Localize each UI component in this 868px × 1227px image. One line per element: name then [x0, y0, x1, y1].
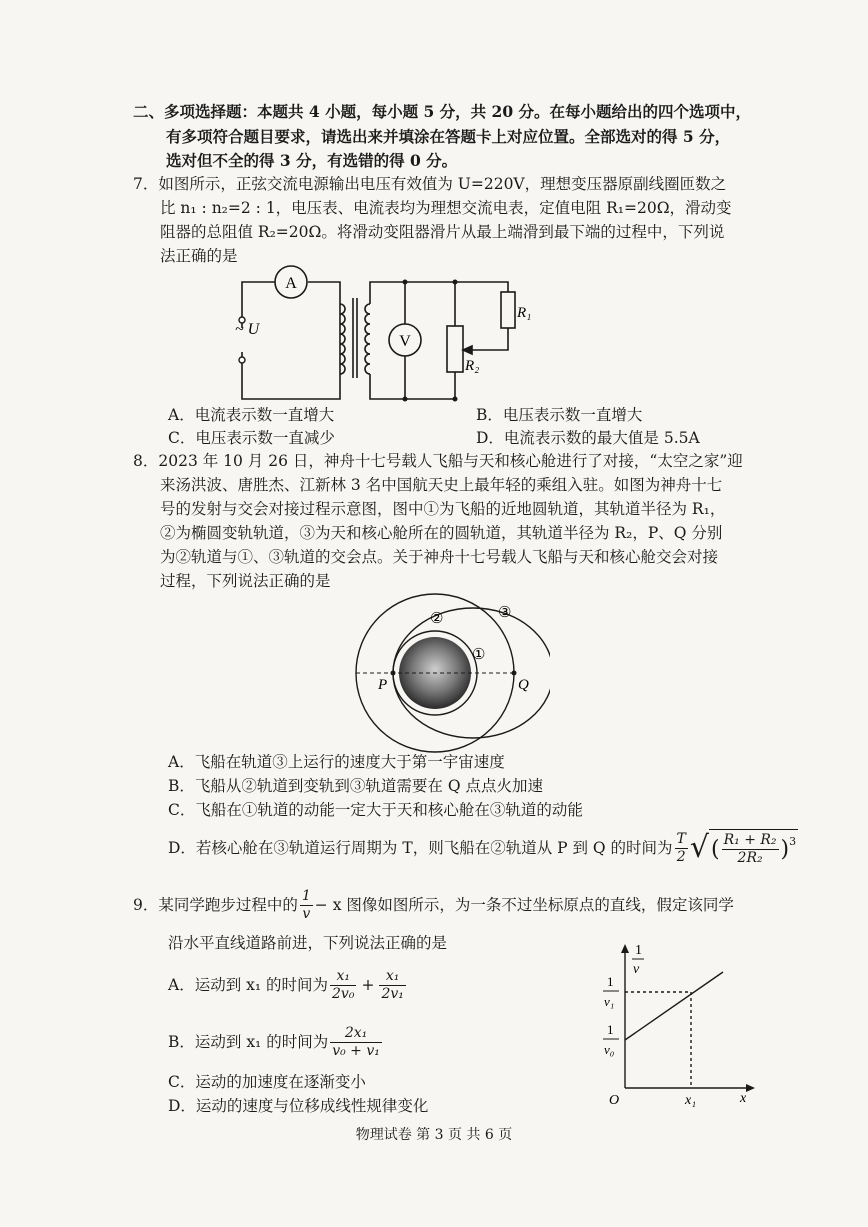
q8-stem-line6: 过程，下列说法正确的是: [160, 572, 331, 590]
q7-stem-line1: 7．如图所示，正弦交流电源输出电压有效值为 U=220V，理想变压器原副线圈匝数之: [133, 175, 727, 193]
q8-stem-line4: ②为椭圆变轨轨道，③为天和核心舱所在的圆轨道，其轨道半径为 R₂，P、Q 分别: [160, 524, 723, 542]
q8-option-d-text: D．若核心舱在③轨道运行周期为 T，则飞船在②轨道从 P 到 Q 的时间为: [168, 839, 673, 857]
q9-option-a: A．运动到 x₁ 的时间为 $\frac{\text{x₁}}{\text{2v₀}}$ + $\frac{\text{x₁}}{\text{2v₁}}$: [168, 967, 404, 1002]
q9-stem-line2: 沿水平直线道路前进，下列说法正确的是: [168, 934, 448, 952]
q8-option-c: C．飞船在①轨道的动能一定大于天和核心舱在③轨道的动能: [168, 801, 583, 819]
q8-stem-line1: 8．2023 年 10 月 26 日，神舟十七号载人飞船与天和核心舱进行了对接，“太空之家”迎: [133, 452, 743, 470]
point-p-label: P: [378, 677, 388, 693]
q8-stem-line3: 号的发射与交会对接过程示意图，图中①为飞船的近地圆轨道，其轨道半径为 R₁，: [160, 500, 726, 518]
section-heading-line1: 二、多项选择题：本题共 4 小题，每小题 5 分，共 20 分。在每小题给出的四个选项中，: [133, 102, 752, 121]
q8-orbit-diagram: [350, 593, 550, 753]
q9-option-b: B．运动到 x₁ 的时间为 $\frac{\text{2x₁}}{\text{v₀ + v₁}}$: [168, 1024, 380, 1059]
tick-v1-num: 1: [607, 974, 614, 989]
x1-tick-label: x₁: [685, 1093, 697, 1108]
resistor-r1: [501, 292, 515, 328]
y-axis-den: v: [633, 962, 640, 977]
q8-option-a: A．飞船在轨道③上运行的速度大于第一宇宙速度: [168, 753, 505, 771]
q7-option-b: B．电压表示数一直增大: [476, 406, 643, 424]
ammeter-label: A: [285, 275, 297, 292]
tick-v0-den: v₀: [604, 1042, 615, 1057]
x-axis-label: x: [740, 1091, 747, 1106]
y-axis-num: 1: [635, 943, 642, 958]
q8-option-d: [168, 829, 798, 867]
q7-stem-line3: 阻器的总阻值 R₂=20Ω。将滑动变阻器滑片从最上端滑到最下端的过程中，下列说: [160, 223, 725, 241]
point-q-label: Q: [518, 677, 529, 693]
r1-label: R₁: [517, 305, 532, 321]
origin-label: O: [609, 1093, 620, 1108]
page-footer: 物理试卷 第 3 页 共 6 页: [355, 1127, 513, 1143]
q8-stem-line2: 来汤洪波、唐胜杰、江新林 3 名中国航天史上最年轻的乘组入驻。如图为神舟十七: [160, 476, 723, 494]
orbit-3-label: ③: [498, 605, 512, 621]
tick-v0-num: 1: [607, 1022, 614, 1037]
rheostat-r2: [447, 326, 463, 372]
q8-d-t-over-2: $\frac{T}{2}$: [676, 830, 686, 865]
q9-option-d: D．运动的速度与位移成线性规律变化: [168, 1097, 429, 1115]
q7-option-d: D．电流表示数的最大值是 5.5A: [476, 429, 700, 447]
q9-data-line: [625, 972, 723, 1040]
q7-stem-line4: 法正确的是: [160, 247, 238, 265]
q8-stem-line5: 为②轨道与①、③轨道的交会点。关于神舟十七号载人飞船与天和核心舱交会对接: [160, 548, 719, 566]
r2-label: R₂: [465, 358, 480, 374]
q8-option-b: B．飞船从②轨道到变轨到③轨道需要在 Q 点点火加速: [168, 777, 543, 795]
tick-v1-den: v₁: [604, 994, 615, 1009]
q9-option-c: C．运动的加速度在逐渐变小: [168, 1073, 366, 1091]
section-heading-line3: 选对但不全的得 3 分，有选错的得 0 分。: [166, 151, 458, 170]
source-label: ~ U: [235, 321, 260, 338]
q7-stem-line2: 比 n₁ : n₂=2 : 1，电压表、电流表均为理想交流电表，定值电阻 R₁=20Ω，滑动变: [160, 199, 732, 217]
orbit-2-label: ②: [430, 611, 444, 627]
voltmeter-label: V: [399, 333, 411, 350]
orbit-1-label: ①: [472, 647, 486, 663]
q9-graph: [595, 940, 760, 1110]
sqrt-body: ( $\frac{\text{R₁ + R₂}}{\text{2R₂}}$ ) $^3$: [709, 829, 798, 867]
q9-stem-line1: 9．某同学跑步过程中的 $\frac{1}{v}$ − x 图像如图所示，为一条不过坐标原点的直线，假定该同学: [133, 887, 734, 922]
section-heading-line2: 有多项符合题目要求，请选出来并填涂在答题卡上对应位置。全部选对的得 5 分，: [166, 127, 731, 146]
sqrt-sign: √: [689, 830, 710, 865]
q7-option-a: A．电流表示数一直增大: [168, 406, 335, 424]
q7-circuit-diagram: [225, 262, 535, 404]
q7-option-c: C．电压表示数一直减少: [168, 429, 335, 447]
